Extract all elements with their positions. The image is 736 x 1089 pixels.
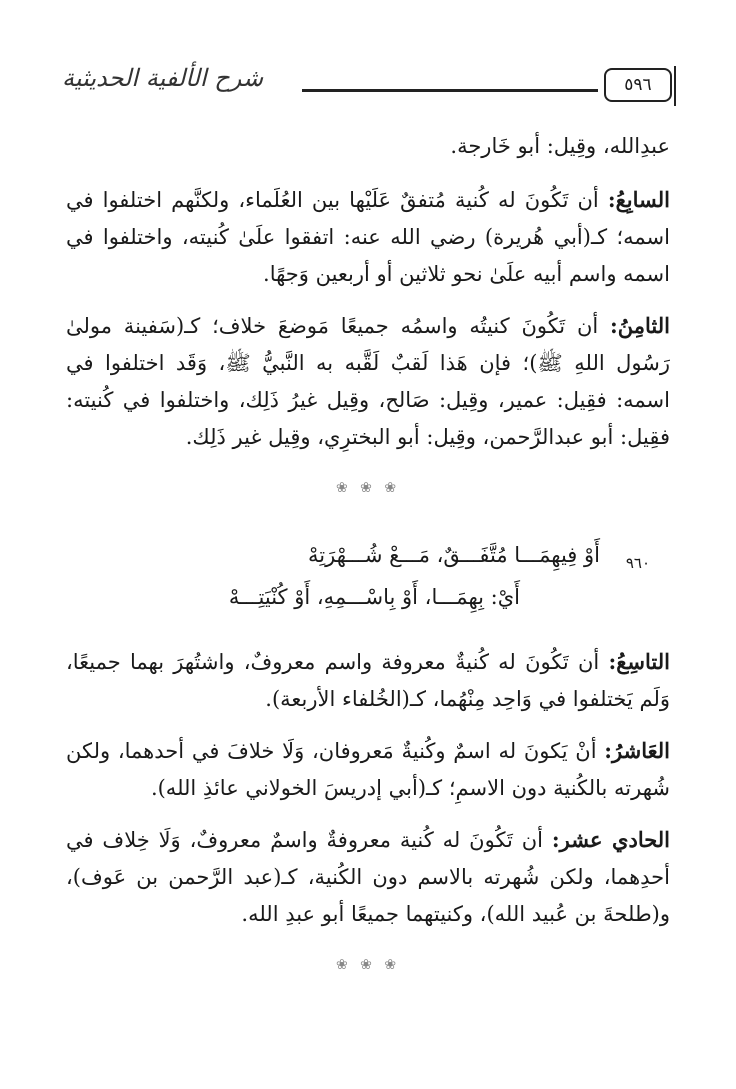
paragraph-text: أن تَكُونَ كنيتُه واسمُه جميعًا مَوضعَ خلاف؛ كـ(سَفينة مولىٰ رَسُول اللهِ ﷺ)؛ فإن هَذا لَقبٌ لَقَّبه به النَّبيُّ ﷺ، وَقَد اختلفوا في اسمه: فقِيل: عمير، وقِيل: صَالح، وقِيل غيرُ ذَلِك، واختلفوا في كُنيته: فقِيل: أبو عبدالرَّحمن، وقِيل: أبو البخترِي، وقِيل غير ذَلِك. [66, 314, 670, 449]
paragraph-continuation [66, 128, 670, 165]
verse-number: ٩٦٠ [625, 554, 650, 572]
paragraph-term: التاسِعُ: [608, 649, 670, 674]
poem-verse [66, 537, 670, 621]
paragraph-text: أن تَكُونَ له كُنية معروفةٌ واسمٌ معروفٌ، وَلَا خِلاف في أحدِهما، ولكن شُهرته بالاسم دون الكُنية، كـ(عبد الرَّحمن بن عَوف)، و(طلحةَ بن عُبيد الله)، وكنيتهما جميعًا أبو عبدِ الله. [66, 828, 670, 926]
running-title: شرح الألفية الحديثية [62, 64, 264, 92]
paragraph-term: السابِعُ: [607, 187, 670, 212]
paragraph-text: عبدِالله، وقِيل: أبو خَارجة. [450, 134, 670, 158]
paragraph-text: أنْ يَكونَ له اسمٌ وكُنيةٌ مَعروفان، وَلَا خلافَ في أحدهما، ولكن شُهرته بالكُنية دون الاسمِ؛ كـ(أبي إدريسَ الخولاني عائذِ الله). [66, 739, 670, 800]
page-number: ٥٩٦ [604, 68, 672, 102]
paragraph-text: أن تَكُونَ له كُنيةٌ معروفة واسم معروفٌ، واشتُهرَ بهما جميعًا، وَلَم يَختلفوا في وَاحِد مِنْهُما، كـ(الخُلفاء الأربعة). [66, 650, 670, 711]
page-header [62, 60, 672, 108]
section-ornament-end: ❀ ❀ ❀ [335, 957, 401, 973]
paragraph-text: أن تَكُونَ له كُنية مُتفقٌ عَلَيْها بين العُلَماء، ولكنَّهم اختلفوا في اسمه؛ كـ(أبي هُريرة) رضي الله عنه: اتفقوا علَىٰ كُنيته، واختلفوا في اسمه واسم أبيه علَىٰ نحو ثلاثين أو أربعين وَجهًا. [66, 188, 670, 286]
section-ornament: ❀ ❀ ❀ [335, 480, 401, 496]
verse-line-1: أَوْ فِيهِمَـــا مُتَّفَـــقٌ، مَـــعْ شُـــهْرَتِهْ [308, 543, 600, 567]
header-rule [302, 89, 598, 92]
paragraph-term: العَاشرُ: [604, 738, 670, 763]
verse-line-2: أَيْ: بِهِمَـــا، أَوْ بِاسْـــمِهِ، أَوْ كُنْيَتِـــهْ [228, 585, 520, 609]
paragraph-term: الحادي عشر: [551, 827, 671, 852]
paragraph-ninth [66, 643, 670, 718]
paragraph-eighth [66, 307, 670, 456]
paragraph-tenth [66, 732, 670, 807]
page-body [66, 128, 670, 1014]
paragraph-term: الثامِنُ: [610, 313, 670, 338]
paragraph-seventh [66, 181, 670, 293]
paragraph-eleventh [66, 821, 670, 933]
